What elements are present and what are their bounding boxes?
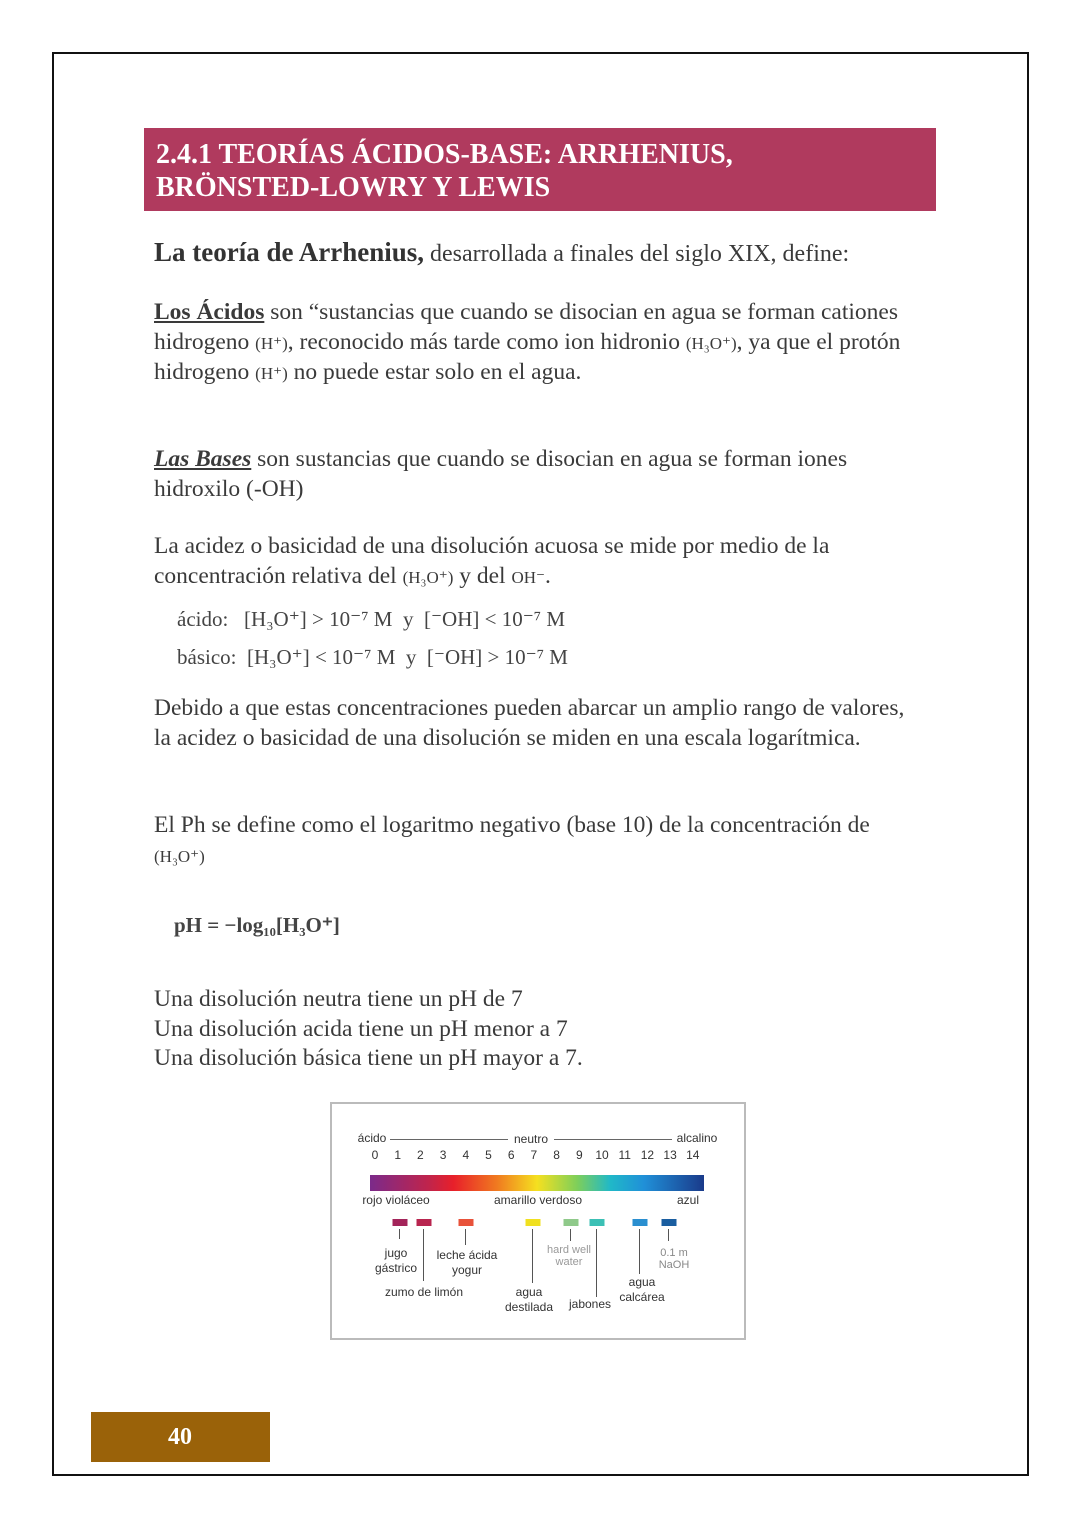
color-label: amarillo verdoso bbox=[493, 1193, 583, 1207]
color-swatch bbox=[459, 1219, 474, 1226]
t: son sustancias que cuando se disocian en agua se forman iones hidroxilo (-OH) bbox=[154, 446, 848, 502]
t: . bbox=[544, 562, 551, 589]
pointer bbox=[639, 1229, 640, 1274]
pointer bbox=[532, 1229, 533, 1283]
divider bbox=[390, 1139, 508, 1140]
divider bbox=[554, 1139, 672, 1140]
acids-title: Los Ácidos bbox=[154, 299, 265, 325]
ph-statements bbox=[154, 985, 924, 1074]
statement: Una disolución neutra tiene un pH de 7 bbox=[154, 986, 523, 1012]
pointer bbox=[570, 1229, 571, 1241]
scale-tick: 13 bbox=[663, 1148, 677, 1162]
ph-color-gradient bbox=[370, 1175, 704, 1191]
t: y del bbox=[453, 562, 512, 589]
intro-bold: La teoría de Arrhenius, bbox=[154, 237, 424, 267]
item-label: leche ácida yogur bbox=[436, 1248, 498, 1277]
scale-tick: 14 bbox=[686, 1148, 700, 1162]
scale-tick: 5 bbox=[485, 1148, 492, 1162]
color-swatch bbox=[526, 1219, 541, 1226]
scale-tick: 11 bbox=[618, 1148, 631, 1162]
pointer bbox=[399, 1229, 400, 1239]
bases-paragraph bbox=[154, 445, 924, 504]
ph-scale-diagram bbox=[330, 1102, 746, 1340]
statement: Una disolución básica tiene un pH mayor a 7. bbox=[154, 1045, 583, 1071]
color-swatch bbox=[633, 1219, 648, 1226]
scale-tick: 4 bbox=[462, 1148, 470, 1162]
t: La acidez o basicidad de una disolución acuosa se mide por medio de la concentración relativa del bbox=[154, 533, 830, 589]
intro-paragraph bbox=[154, 238, 924, 270]
color-label: rojo violáceo bbox=[362, 1193, 430, 1207]
basic-condition: básico: [H₃O⁺] < 10⁻⁷ M y [⁻OH] > 10⁻⁷ M bbox=[177, 645, 568, 669]
title-line-1: 2.4.1 TEORÍAS ÁCIDOS-BASE: ARRHENIUS, bbox=[156, 139, 733, 170]
color-swatch bbox=[564, 1219, 579, 1226]
item-label: agua calcárea bbox=[619, 1275, 665, 1304]
neutral-label: neutro bbox=[513, 1132, 549, 1146]
pointer bbox=[596, 1229, 597, 1297]
t: , ya que el protón hidrogeno bbox=[154, 328, 901, 385]
item-label: 0.1 m NaOH bbox=[658, 1247, 690, 1271]
color-swatch bbox=[662, 1219, 677, 1226]
bases-title: Las Bases bbox=[154, 446, 252, 472]
formula: (H₃O⁺) bbox=[685, 333, 737, 353]
intro-text: desarrollada a finales del siglo XIX, define: bbox=[424, 241, 850, 267]
scale-tick: 12 bbox=[640, 1148, 655, 1162]
formula: (H₃O⁺) bbox=[154, 846, 205, 866]
pointer bbox=[423, 1229, 424, 1281]
item-label: jugo gástrico bbox=[374, 1246, 418, 1275]
item-label: jabones bbox=[568, 1297, 612, 1311]
section-title bbox=[144, 128, 936, 211]
color-swatch bbox=[590, 1219, 605, 1226]
item-label: zumo de limón bbox=[384, 1285, 464, 1299]
scale-tick: 9 bbox=[575, 1148, 583, 1162]
t: El Ph se define como el logaritmo negativo (base 10) de la concentración de bbox=[154, 812, 870, 838]
log-paragraph: Debido a que estas concentraciones pueden abarcar un amplio rango de valores, la acidez o basicidad de una disolución se miden en una escala logarítmica. bbox=[154, 695, 905, 751]
scale-tick: 8 bbox=[553, 1148, 560, 1162]
t: , reconocido más tarde como ion hidronio bbox=[287, 328, 686, 355]
page-number: 40 bbox=[91, 1412, 270, 1462]
color-swatch bbox=[417, 1219, 432, 1226]
scale-tick: 0 bbox=[371, 1148, 379, 1162]
scale-tick: 6 bbox=[507, 1148, 515, 1162]
acid-label: ácido bbox=[357, 1131, 387, 1145]
item-label: agua destilada bbox=[504, 1285, 554, 1314]
acid-condition: ácido: [H₃O⁺] > 10⁻⁷ M y [⁻OH] < 10⁻⁷ M bbox=[177, 607, 566, 631]
item-label: hard well water bbox=[546, 1244, 592, 1268]
scale-tick: 1 bbox=[394, 1148, 402, 1162]
formula: (H⁺) bbox=[255, 364, 288, 383]
formula: (H⁺) bbox=[255, 333, 288, 353]
color-swatch bbox=[393, 1219, 408, 1226]
statement: Una disolución acida tiene un pH menor a 7 bbox=[154, 1015, 568, 1042]
acids-paragraph bbox=[154, 298, 924, 389]
t: son “sustancias que cuando se disocian en agua se forman cationes hidrogeno bbox=[154, 299, 898, 355]
pointer bbox=[668, 1229, 669, 1241]
alkaline-label: alcalino bbox=[676, 1131, 718, 1145]
scale-tick: 10 bbox=[595, 1148, 609, 1162]
ph-definition bbox=[154, 811, 924, 871]
ph-formula: pH = −log₁₀[H₃O⁺] bbox=[174, 913, 340, 937]
t: no puede estar solo en el agua. bbox=[287, 359, 582, 385]
scale-tick: 3 bbox=[439, 1148, 447, 1162]
scale-tick: 7 bbox=[530, 1148, 538, 1162]
formula: (H₃O⁺) bbox=[402, 567, 454, 587]
color-label: azul bbox=[676, 1193, 700, 1207]
scale-tick: 2 bbox=[417, 1148, 424, 1162]
pointer bbox=[465, 1229, 466, 1245]
measure-paragraph bbox=[154, 532, 924, 592]
title-line-2: BRÖNSTED-LOWRY Y LEWIS bbox=[156, 172, 551, 203]
formula: OH⁻ bbox=[511, 567, 545, 587]
